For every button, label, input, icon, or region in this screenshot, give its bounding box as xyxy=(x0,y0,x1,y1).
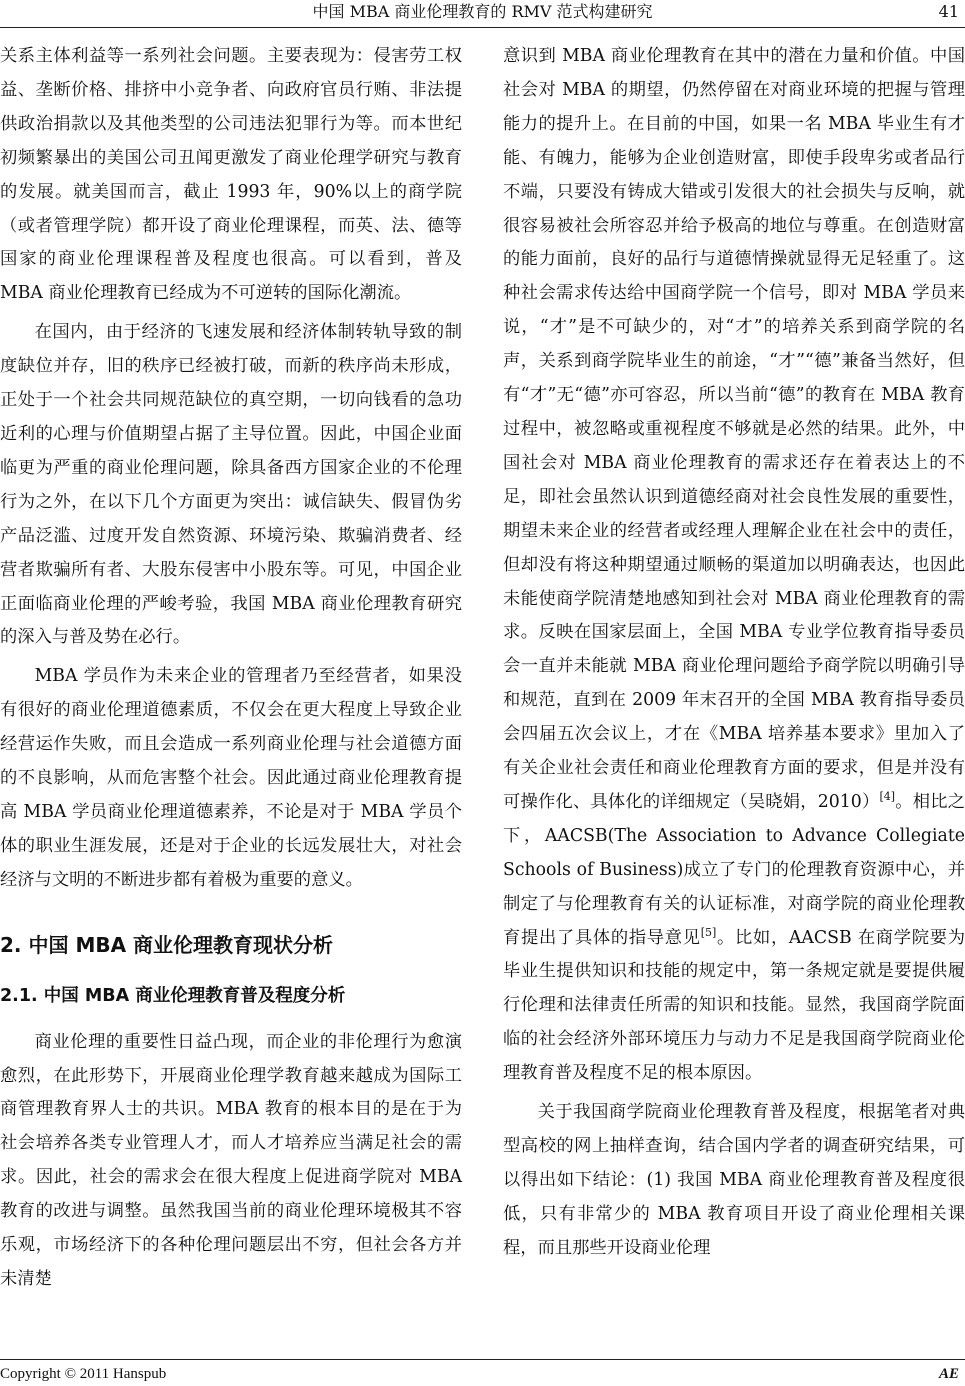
citation-link[interactable]: [5] xyxy=(700,925,717,939)
paragraph-text: 。相比之下，AACSB(The Association to Advance Collegiate Schools of Business)成立了专门的伦理教育资源中心，并制定了与伦理教育有关的认证标准，对商学院的商业伦理教育提出了具体的指导意见 xyxy=(503,791,965,948)
paragraph-text: 。比如，AACSB 在商学院要为毕业生提供知识和技能的规定中，第一条规定就是要提供履行伦理和法律责任所需的知识和技能。显然，我国商学院面临的社会经济外部环境压力与动力不足是我国商学院商业伦理教育普及程度不足的根本原因。 xyxy=(503,927,965,1084)
footer-rule xyxy=(0,1359,965,1360)
running-title: 中国 MBA 商业伦理教育的 RMV 范式构建研究 xyxy=(312,2,653,21)
copyright-notice: Copyright © 2011 Hanspub xyxy=(0,1366,167,1382)
header-rule xyxy=(0,27,965,28)
paragraph-text: 意识到 MBA 商业伦理教育在其中的潜在力量和价值。中国社会对 MBA 的期望，仍然停留在对商业环境的把握与管理能力的提升上。在目前的中国，如果一名 MBA 毕业生有才能、有魄力，能够为企业创造财富，即使手段卑劣或者品行不端，只要没有铸成大错或引发很大的社会损失与反响，就很容易被社会所容忍并给予极高的地位与尊重。在创造财富的能力面前，良好的品行与道德情操就显得无足轻重了。这种社会需求传达给中国商学院一个信号，即对 MBA 学员来说，“才”是不可缺少的，对“才”的培养关系到商学院的名声，关系到商学院毕业生的前途，“才”“德”兼备当然好，但有“才”无“德”亦可容忍，所以当前“德”的教育在 MBA 教育过程中，被忽略或重视程度不够就是必然的结果。此外，中国社会对 MBA 商业伦理教育的需求还存在着表达上的不足，即社会虽然认识到道德经商对社会良性发展的重要性，期望未来企业的经营者或经理人理解企业在社会中的责任，但却没有将这种期望通过顺畅的渠道加以明确表达，也因此未能使商学院清楚地感知到社会对 MBA 商业伦理教育的需求。反映在国家层面上，全国 MBA 专业学位教育指导委员会一直并未能就 MBA 商业伦理问题给予商学院以明确引导和规范，直到在 2009 年末召开的全国 MBA 教育指导委员会四届五次会议上，才在《MBA 培养基本要求》里加入了有关企业社会责任和商业伦理教育方面的要求，但是并没有可操作化、具体化的详细规定（吴晓娟，2010） xyxy=(503,46,965,812)
paragraph xyxy=(503,40,965,1091)
left-column xyxy=(0,40,462,1297)
paragraph: 商业伦理的重要性日益凸现，而企业的非伦理行为愈演愈烈，在此形势下，开展商业伦理学教育越来越成为国际工商管理教育界人士的共识。MBA 教育的根本目的是在于为社会培养各类专业管理人才，而人才培养应当满足社会的需求。因此，社会的需求会在很大程度上促进商学院对 MBA 教育的改进与调整。虽然我国当前的商业伦理环境极其不容乐观，市场经济下的各种伦理问题层出不穷，但社会各方并未清楚 xyxy=(0,1031,462,1289)
section-heading: 2. 中国 MBA 商业伦理教育现状分析 xyxy=(0,932,334,957)
paragraph: 在国内，由于经济的飞速发展和经济体制转轨导致的制度缺位并存，旧的秩序已经被打破，而新的秩序尚未形成，正处于一个社会共同规范缺位的真空期，一切向钱看的急功近利的心理与价值期望占据了主导位置。因此，中国企业面临更为严重的商业伦理问题，除具备西方国家企业的不伦理行为之外，在以下几个方面更为突出：诚信缺失、假冒伪劣产品泛滥、过度开发自然资源、环境污染、欺骗消费者、经营者欺骗所有者、大股东侵害中小股东等。可见，中国企业正面临商业伦理的严峻考验，我国 MBA 商业伦理教育研究的深入与普及势在必行。 xyxy=(0,322,462,648)
page-number: 41 xyxy=(938,2,959,21)
journal-abbreviation: AE xyxy=(938,1366,959,1382)
right-column xyxy=(503,40,965,1266)
subsection-heading: 2.1. 中国 MBA 商业伦理教育普及程度分析 xyxy=(0,985,346,1006)
paragraph: MBA 学员作为未来企业的管理者乃至经营者，如果没有很好的商业伦理道德素质，不仅会在更大程度上导致企业经营运作失败，而且会造成一系列商业伦理与社会道德方面的不良影响，从而危害整个社会。因此通过商业伦理教育提高 MBA 学员商业伦理道德素养，不论是对于 MBA 学员个体的职业生涯发展，还是对于企业的长远发展壮大，对社会经济与文明的不断进步都有着极为重要的意义。 xyxy=(0,666,462,890)
paragraph: 关于我国商学院商业伦理教育普及程度，根据笔者对典型高校的网上抽样查询，结合国内学者的调查研究结果，可以得出如下结论：(1) 我国 MBA 商业伦理教育普及程度很低，只有非常少的 MBA 教育项目开设了商业伦理相关课程，而且那些开设商业伦理 xyxy=(503,1102,965,1258)
paragraph: 关系主体利益等一系列社会问题。主要表现为：侵害劳工权益、垄断价格、排挤中小竞争者、向政府官员行贿、非法提供政治捐款以及其他类型的公司违法犯罪行为等。而本世纪初频繁暴出的美国公司丑闻更激发了商业伦理学研究与教育的发展。就美国而言，截止 1993 年，90%以上的商学院（或者管理学院）都开设了商业伦理课程，而英、法、德等国家的商业伦理课程普及程度也很高。可以看到，普及 MBA 商业伦理教育已经成为不可逆转的国际化潮流。 xyxy=(0,46,462,304)
citation-link[interactable]: [4] xyxy=(879,790,896,804)
